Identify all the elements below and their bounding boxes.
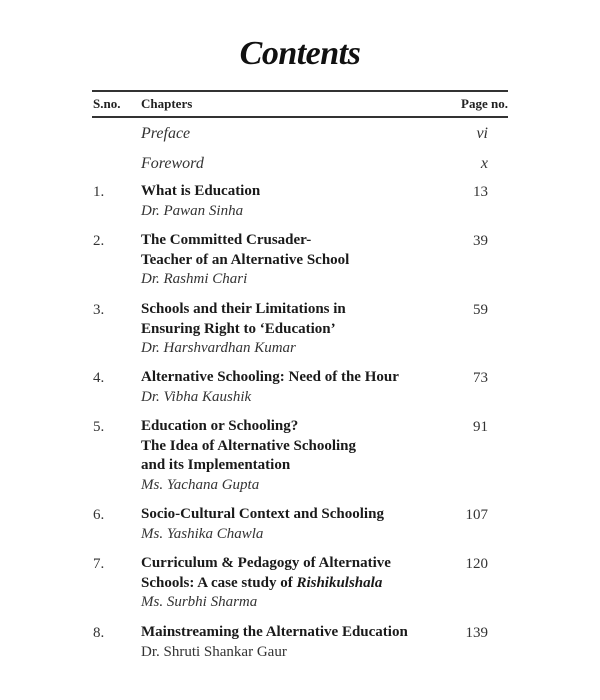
entry-number: 1. (93, 184, 105, 200)
toc-entry-chapter-4[interactable] (0, 368, 600, 417)
entry-author: Dr. Rashmi Chari (141, 271, 248, 287)
entry-title: What is Education (141, 183, 261, 199)
entry-number: 4. (93, 370, 105, 386)
entry-number: 6. (93, 507, 105, 523)
entry-number: 8. (93, 625, 105, 641)
entry-page: 139 (465, 625, 488, 641)
contents-list (0, 124, 600, 672)
entry-title: Mainstreaming the Alternative Education (141, 624, 408, 640)
entry-author: Dr. Harshvardhan Kumar (141, 340, 296, 356)
entry-page: 91 (473, 419, 488, 435)
toc-entry-chapter-8[interactable] (0, 623, 600, 672)
entry-title: Socio-Cultural Context and Schooling (141, 506, 384, 522)
entry-author: Ms. Surbhi Sharma (141, 594, 258, 610)
entry-title-line: The Idea of Alternative Schooling (141, 437, 357, 454)
header-top-rule (92, 90, 508, 92)
toc-entry-chapter-1[interactable] (0, 182, 600, 231)
entry-author: Ms. Yashika Chawla (141, 525, 264, 542)
entry-page: 13 (473, 184, 488, 200)
entry-title: Foreword (141, 155, 204, 172)
toc-entry-foreword[interactable] (0, 154, 600, 182)
entry-title-line (141, 574, 451, 594)
entry-title: Alternative Schooling: Need of the Hour (141, 369, 399, 385)
toc-entry-preface[interactable] (0, 124, 600, 154)
entry-number: 7. (93, 556, 105, 572)
entry-author: Dr. Shruti Shankar Gaur (141, 643, 287, 660)
toc-entry-chapter-2[interactable] (0, 231, 600, 300)
entry-title-line: Curriculum & Pedagogy of Alternative (141, 555, 391, 571)
entry-title-line: Teacher of an Alternative School (141, 251, 350, 268)
entry-page: 59 (473, 302, 488, 318)
column-header-chapters: Chapters (141, 96, 193, 111)
entry-author: Ms. Yachana Gupta (141, 476, 260, 493)
header-bottom-rule (92, 116, 508, 118)
entry-page: 107 (465, 507, 488, 523)
entry-title-line: Education or Schooling? (141, 418, 299, 434)
entry-page: 39 (473, 233, 488, 249)
toc-entry-chapter-6[interactable] (0, 505, 600, 554)
entry-title-line: Schools and their Limitations in (141, 301, 346, 317)
entry-title-line: The Committed Crusader- (141, 232, 312, 248)
entry-author: Dr. Vibha Kaushik (141, 388, 252, 405)
entry-page: 120 (465, 556, 488, 572)
entry-title: Preface (141, 125, 191, 142)
entry-title-line: and its Implementation (141, 457, 291, 473)
entry-page: 73 (473, 370, 488, 386)
entry-number: 5. (93, 419, 105, 435)
page-title: Contents (239, 35, 361, 72)
entry-title-italic: Rishikulshala (296, 574, 383, 591)
entry-title-prefix: Schools: A case study of (141, 574, 297, 591)
toc-entry-chapter-7[interactable] (0, 554, 600, 623)
column-header-sno: S.no. (93, 96, 121, 111)
toc-entry-chapter-5[interactable] (0, 417, 600, 505)
entry-author: Dr. Pawan Sinha (141, 202, 244, 219)
entry-number: 3. (93, 302, 105, 318)
toc-entry-chapter-3[interactable] (0, 300, 600, 368)
entry-page: x (480, 155, 488, 172)
entry-title-line: Ensuring Right to ‘Education’ (141, 320, 336, 337)
column-header-page: Page no. (461, 96, 508, 111)
entry-page: vi (476, 125, 488, 142)
entry-number: 2. (93, 233, 105, 249)
